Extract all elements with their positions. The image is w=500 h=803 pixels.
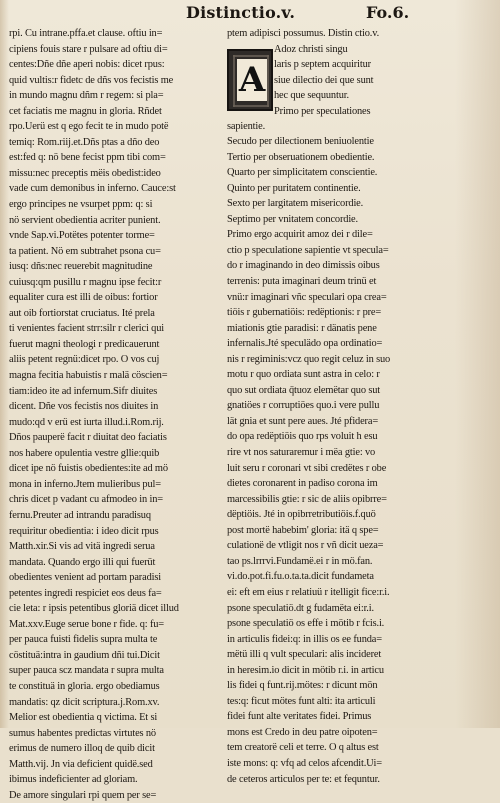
text-line: vnde Sap.vi.Potëtes potenter torme=	[9, 230, 155, 242]
text-line: rpi. Cu intrane.pffa.et clause. oftiu in=	[9, 28, 163, 39]
text-line: obedientes venient ad portam paradisi	[9, 572, 161, 584]
text-line: Melior est obedientia q victima. Et si	[9, 712, 158, 724]
text-line: psone speculatiö.dt g fudamëta ei:r.i.	[227, 602, 374, 614]
text-line: lät gnia et sunt pere aues. Jté pfidera=	[227, 415, 379, 427]
text-line: ptem adipisci possumus. Distin ctio.v.	[227, 28, 380, 39]
text-line: tiam:ideo ite ad infernum.Sifr diuites	[9, 385, 158, 397]
text-line: marcessibilis gtie: r sic de aliis opibrre=	[227, 493, 387, 505]
text-line: de ceteros articulos per te: et fequntur.	[227, 773, 380, 785]
page-header	[0, 4, 500, 24]
text-line: De amore singulari rpi quem per se=	[9, 789, 157, 801]
text-line: hec que sequuntur.	[274, 90, 349, 102]
text-line: cie leta: r ipsis petentibus gloriä dicet illud	[9, 603, 179, 615]
text-line: equaliter cura est illi de oibus: fortior	[9, 292, 158, 304]
folio-number: Fo.6.	[366, 3, 410, 22]
text-line: nos habere opulentia vestre gllie:quib	[9, 447, 160, 459]
right-column-top-lines	[227, 26, 451, 42]
text-line: psone speculatiö os effe i mötib r fcis.i.	[227, 618, 385, 630]
text-line: per pauca fuisti fidelis supra multa te	[9, 634, 158, 646]
text-line: fernu.Preuter ad intrandu paradisuq	[9, 509, 151, 521]
text-line: petentes ingredi respiciet eos deus fa=	[9, 587, 162, 599]
text-line: dicent. Dñe vos fecistis nos diuites in	[9, 401, 159, 413]
text-line: mona in inferno.Jtem mulieribus pul=	[9, 478, 161, 490]
initial-border-bottom	[233, 105, 269, 107]
text-line: culationë de vtligit nos r vñ dicit ueza=	[227, 540, 384, 552]
text-line: tes:q: ficut mötes funt alti: ita articuli	[227, 695, 376, 707]
text-line: vnü:r imaginari vñc speculari opa crea=	[227, 291, 387, 303]
text-line: quid vultis:r fidetc de dñs vos fecistis me	[9, 74, 174, 86]
text-line: Sexto per largitatem misericordie.	[227, 198, 364, 210]
text-line: Primo per speculationes	[274, 105, 371, 117]
text-line: chris dicet p vadant cu afmodeo in in=	[9, 494, 163, 506]
text-line: Primo ergo acquirit amoz dei r dile=	[227, 229, 373, 241]
decorated-initial	[227, 49, 273, 111]
text-line: Adoz christi singu	[274, 43, 348, 55]
text-line: dicet ipe nö fuistis obedientes:ite ad mö	[9, 463, 168, 475]
text-line: Dños pauperë facit r diuitat deo faciatis	[9, 432, 167, 444]
initial-block	[227, 42, 451, 119]
text-line: lis fidei q funt.rij.mötes: r dicunt mön	[227, 680, 378, 692]
text-line: in heresim.io dicit in mötib r.i. in articu	[227, 664, 384, 676]
right-edge-shadow	[455, 0, 500, 728]
text-line: terrenis: puta imaginari deum trinü et	[227, 276, 377, 288]
text-line: siue dilectio dei que sunt	[274, 74, 374, 86]
text-line: Quinto per puritatem continentie.	[227, 182, 361, 194]
initial-border-right	[267, 55, 269, 107]
text-line: aliis petent regnü:dicet rpo. O vos cuj	[9, 354, 160, 366]
text-line: missu:nec preceptis mëis obedist:ideo	[9, 167, 161, 179]
text-line: magna fecitia habuistis r malä cöscien=	[9, 370, 168, 382]
text-line: temiq: Rom.riij.et.Dñs ptas a dño deo	[9, 136, 160, 148]
text-line: Matth.vij. Jn via deficient quidë.sed	[9, 758, 153, 770]
text-line: tiöis r gubernatiöis: redëptionis: r pre=	[227, 307, 382, 319]
text-line: cuiusq:qm pusillu r magnu ipse fecit:r	[9, 276, 162, 288]
text-line: fidei funt alte veritates fidei. Primus	[227, 711, 372, 723]
text-line: ta patient. Nö em subtrahet psona cu=	[9, 245, 161, 257]
text-line: mudo:qd v erü est iurta illud.i.Rom.rij.	[9, 416, 164, 428]
text-line: sumus habentes predictas virtutes nö	[9, 727, 156, 739]
left-text-column	[9, 26, 229, 803]
text-line: quo sut ordiata q̄tuoz elemëtar quo sut	[227, 384, 381, 396]
text-line: ctio p speculatione sapientie vt specula=	[227, 244, 389, 256]
text-line: post mortë habebim' gloria: itä q spe=	[227, 524, 379, 536]
text-line: est:fed q: nö bene fecist ppm tibi com=	[9, 152, 166, 164]
right-column-body	[227, 119, 451, 788]
text-line: cipiens fouis stare r pulsare ad oftiu di=	[9, 43, 168, 55]
text-line: Secudo per dilectionem beniuolentie	[227, 136, 374, 148]
text-line: tem creatorë celi et terre. O q altus est	[227, 742, 379, 754]
text-line: Tertio per obseruationem obedientie.	[227, 151, 375, 163]
text-line: rire vt nos saturaremur i mëa gtie: vo	[227, 447, 376, 459]
right-text-column	[227, 26, 451, 787]
text-line: fuerut magni theologi r predicauerunt	[9, 338, 160, 350]
text-line: ti venientes facient strr:silr r clerici qui	[9, 323, 164, 335]
text-line: ibimus indeficienter ad gloriam.	[9, 774, 138, 786]
text-line: do r imaginando in deo dimissis oibus	[227, 260, 380, 272]
text-line: iste mons: q: vfq ad celos afcendit.Ui=	[227, 757, 382, 769]
text-line: do opa redëptiöis quo rps voluit h esu	[227, 431, 378, 443]
text-line: motu r quo ordiata sunt astra in celo: r	[227, 369, 380, 381]
initial-adjacent-lines	[274, 42, 451, 120]
text-line: mons est Credo in deu patre oipoten=	[227, 726, 378, 738]
text-line: cöstituä:intra in gaudium dñi tui.Dicit	[9, 649, 160, 661]
text-line: infernalis.Jté speculädo opa ordinatio=	[227, 338, 383, 350]
text-line: ergo principes ne vsurpet ppm: q: si	[9, 199, 153, 211]
text-line: nö servient obedientia acriter punient.	[9, 214, 161, 226]
text-line: centes:Dñe dñe aperi nobis: dicet rpus:	[9, 59, 165, 71]
text-line: requiritur obedientia: i ideo dicit rpus	[9, 525, 159, 537]
text-line: tao ps.lrrrvi.Fundamë.ei r in mö.fan.	[227, 555, 373, 567]
initial-letter: A	[238, 59, 266, 100]
text-line: Quarto per simplicitatem conscientie.	[227, 167, 378, 179]
text-line: dëptiöis. Jté in opibrretributiöis.f.quö	[227, 509, 376, 521]
text-line: Mat.xxv.Euge serue bone r fide. q: fu=	[9, 618, 165, 630]
text-line: gnatiöes r corruptiöes quo.i vere pullu	[227, 400, 380, 412]
text-line: aut oib fortiorstat cruciatus. Ité prela	[9, 307, 155, 319]
text-line: te constituä in gloria. ergo obediamus	[9, 680, 160, 692]
text-line: Septimo per vnitatem concordie.	[227, 213, 358, 225]
text-line: laris p septem acquiritur	[274, 59, 371, 71]
text-line: luit seru r coronari vt sibi credëtes r obe	[227, 462, 387, 474]
text-line: Matth.xir.Si vis ad vitä ingredi serua	[9, 541, 155, 553]
text-line: sapientie.	[227, 120, 266, 132]
text-line: erimus de numero illoq de quib dicit	[9, 743, 155, 755]
text-line: dietes coronarent in padiso corona im	[227, 478, 378, 490]
text-line: ei: eft em eius r relatiuü r itelligit fice:r.i.	[227, 586, 390, 598]
initial-border-top	[233, 55, 269, 57]
text-line: vade cum demonibus in inferno. Cauce:st	[9, 183, 176, 195]
running-head: Distinctio.v.	[186, 3, 296, 22]
initial-border-left	[233, 55, 235, 107]
left-edge-shadow	[0, 0, 9, 728]
text-line: mëtü illi q vult speculari: alis incideret	[227, 649, 382, 661]
text-line: in articulis fidei:q: in illis os ee funda=	[227, 633, 382, 645]
text-line: miationis gtie paradisi: r dänatis pene	[227, 322, 377, 334]
text-line: mandatis: qz dicit scriptura.j.Rom.xv.	[9, 696, 160, 708]
text-line: iusq: dñs:nec reuerebit magnitudine	[9, 261, 153, 273]
text-line: rpo.Uerü est q ego fecit te in mudo potë	[9, 121, 169, 133]
text-line: in mundo magnu dñm r regem: si pla=	[9, 90, 164, 102]
text-line: cet faciatis me magnu in gloria. Rñdet	[9, 105, 162, 117]
text-line: vi.do.pot.fi.fu.o.ta.ta.dicit fundameta	[227, 571, 374, 583]
text-line: mandata. Quando ergo illi qui fuerüt	[9, 556, 156, 568]
text-line: nis r regiminis:vcz quo regit celuz in suo	[227, 353, 391, 365]
text-line: super pauca scz mandata r supra multa	[9, 665, 164, 677]
